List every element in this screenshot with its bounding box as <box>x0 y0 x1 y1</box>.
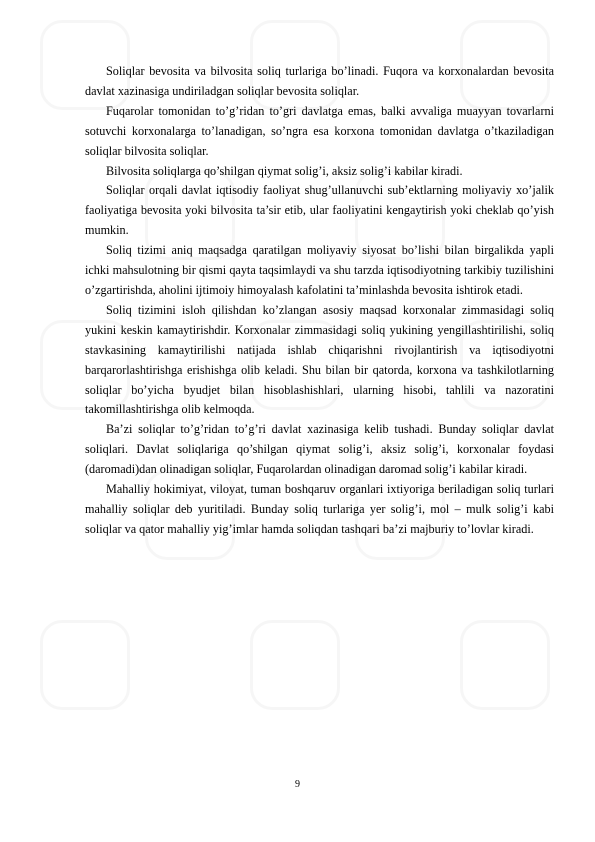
paragraph-tax-reform-goal: Soliq tizimini isloh qilishdan ko’zlangan asosiy maqsad korxonalar zimmasidagi soliq yukini keskin kamaytirishdir. Korxonalar zimmasidagi soliq yukining yengillashtirilishi, soliq stavkasining kamaytirilishi natijada ishlab chiqarishni rivojlantirish va iqtisodiyotni barqarorlashtirishga erishishga olib keladi. Shu bilan bir qatorda, korxona va tashkilotlarning soliqlar bo’yicha byudjet bilan hisoblashishlari, ularning hisobi, tahlili va nazoratini takomillashtirishga olib kelmoqda. <box>85 302 554 417</box>
paragraph-direct-indirect-taxes: Soliqlar bevosita va bilvosita soliq turlariga bo’linadi. Fuqora va korxonalardan bevosita davlat xazinasiga undiriladgan soliqlar bevosita soliqlar. <box>85 64 554 98</box>
watermark-tile <box>250 620 340 710</box>
paragraph-indirect-taxes-examples: Bilvosita soliqlarga qo’shilgan qiymat solig’i, aksiz solig’i kabilar kiradi. <box>106 163 463 178</box>
document-body <box>85 62 554 540</box>
paragraph-state-influence: Soliqlar orqali davlat iqtisodiy faoliyat shug’ullanuvchi sub’ektlarning moliyaviy xo’jalik faoliyatiga bevosita yoki bilvosita ta’sir etib, ular faoliyatini kengaytirish yoki cheklab qo’yish mumkin. <box>85 183 554 238</box>
paragraph-state-taxes: Ba’zi soliqlar to’g’ridan to’g’ri davlat xazinasiga kelib tushadi. Bunday soliqlar davlat soliqlari. Davlat soliqlariga qo’shilgan qiymat solig’i, aksiz solig’i, korxonalar foydasi (daromadi)dan olinadigan soliqlar, Fuqarolardan olinadigan daromad solig’i kabilar kiradi. <box>85 422 554 477</box>
paragraph-tax-system-role: Soliq tizimi aniq maqsadga qaratilgan moliyaviy siyosat bo’lishi bilan birgalikda yapli ichki mahsulotning bir qismi qayta taqsimlaydi va shu tarzda iqtisodiyotning tarkibiy tuzilishini o’zgartirishda, aholini ijtimoiy himoyalash kafolatini ta’minlashda bevosita ishtirok etadi. <box>85 243 554 297</box>
watermark-tile <box>40 620 130 710</box>
paragraph-indirect-taxes-definition: Fuqarolar tomonidan to’g’ridan to’gri davlatga emas, balki avvaliga muayyan tovarlarni sotuvchi korxonalarga to’lanadigan, so’ngra esa korxona tomonidan davlatga o’tkaziladigan soliqlar bilvosita soliqlar. <box>85 103 554 158</box>
paragraph-local-taxes: Mahalliy hokimiyat, viloyat, tuman boshqaruv organlari ixtiyoriga beriladigan soliq turlari mahalliy soliqlar deb yuritiladi. Bunday soliq turlariga yer solig’i, mol – mulk solig’i kabi soliqlar va qator mahalliy yig’imlar hamda soliqdan tashqari ba’zi majburiy to’lovlar kiradi. <box>85 482 554 536</box>
watermark-tile <box>460 620 550 710</box>
page-number: 9 <box>295 779 300 790</box>
